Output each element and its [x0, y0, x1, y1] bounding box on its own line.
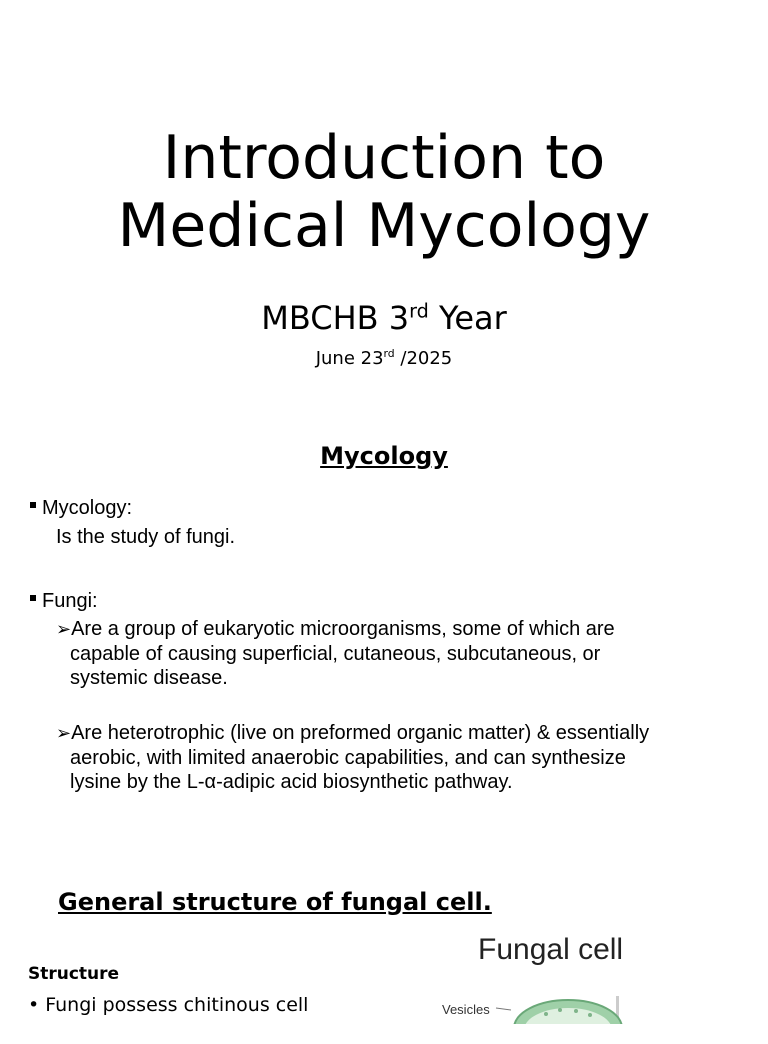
arrow-bullet-icon: ➢	[56, 723, 72, 744]
slide-title-line1: Introduction to	[162, 123, 606, 193]
bullet-item-mycology-text: Is the study of fungi.	[56, 526, 235, 548]
sub-bullet-line: lysine by the L-α-adipic acid biosynthetic pathway.	[70, 771, 513, 793]
mycology-heading: Mycology	[320, 442, 448, 470]
vesicle-dot	[588, 1013, 592, 1017]
bullet-item-fungi	[30, 589, 98, 613]
structure-label: Structure	[28, 964, 120, 984]
fungal-cell-figure-title: Fungal cell	[478, 933, 624, 966]
square-bullet-icon	[30, 502, 36, 508]
subtitle-tail: Year	[428, 299, 507, 337]
vesicles-pointer-line	[496, 1008, 511, 1010]
sub-bullet-line: Are a group of eukaryotic microorganisms, some of which are	[71, 618, 615, 640]
slide-title	[0, 124, 768, 260]
date-tail: /2025	[394, 348, 453, 369]
bullet-item-mycology	[30, 496, 132, 520]
sub-bullet-eukaryotic	[56, 617, 746, 690]
slide-title-line2: Medical Mycology	[117, 191, 651, 261]
sub-bullet-line: aerobic, with limited anaerobic capabilities, and can synthesize	[70, 747, 626, 769]
vesicle-dot	[558, 1008, 562, 1012]
sub-bullet-line: capable of causing superficial, cutaneous, subcutaneous, or	[70, 643, 601, 665]
structure-heading: General structure of fungal cell.	[58, 888, 492, 916]
square-bullet-icon	[30, 595, 36, 601]
bullet-label: Mycology:	[42, 497, 133, 519]
date-main: June 23	[315, 348, 384, 369]
sub-bullet-line: systemic disease.	[70, 667, 228, 689]
subtitle-main: MBCHB 3	[261, 299, 410, 337]
structure-line-cut	[28, 1018, 408, 1044]
bullet-label: Fungi:	[42, 590, 98, 612]
structure-text	[28, 992, 408, 1044]
date-sup: rd	[383, 347, 395, 360]
sub-bullet-line: Are heterotrophic (live on preformed organic matter) & essentially	[71, 722, 650, 744]
slide-subtitle	[0, 296, 768, 340]
slide-date	[0, 346, 768, 372]
vesicle-dot	[574, 1009, 578, 1013]
arrow-bullet-icon: ➢	[56, 619, 72, 640]
vesicles-label: Vesicles	[442, 1002, 490, 1017]
vesicle-dot	[544, 1012, 548, 1016]
sub-bullet-heterotrophic	[56, 721, 756, 794]
subtitle-sup: rd	[409, 299, 429, 323]
structure-line: • Fungi possess chitinous cell	[28, 994, 309, 1016]
